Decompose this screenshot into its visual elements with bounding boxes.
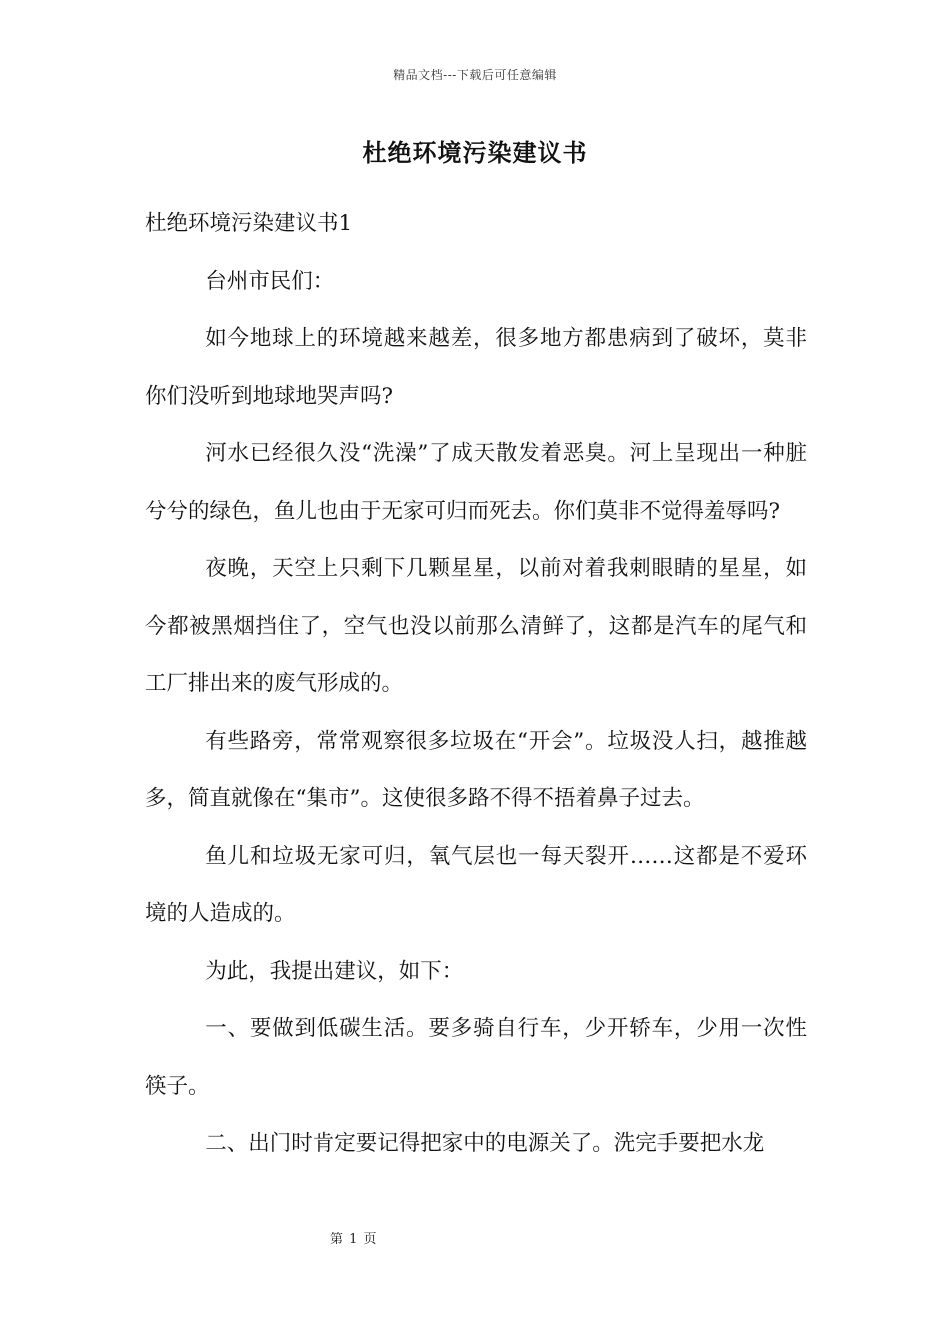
paragraph: 为此，我提出建议，如下： <box>205 958 464 984</box>
suggestion-item: 一、要做到低碳生活。要多骑自行车，少开轿车，少用一次性筷子。 <box>145 1016 807 1099</box>
page-header: 精品文档---下载后可任意编辑 <box>393 68 557 82</box>
paragraph: 河水已经很久没“洗澡”了成天散发着恶臭。河上呈现出一种脏兮兮的绿色，鱼儿也由于无家可归而死去。你们莫非不觉得羞辱吗? <box>145 441 807 524</box>
paragraph: 有些路旁，常常观察很多垃圾在“开会”。垃圾没人扫，越推越多，简直就像在“集市”。这使很多路不得不捂着鼻子过去。 <box>145 728 807 811</box>
section-heading: 杜绝环境污染建议书1 <box>145 211 353 236</box>
document-title: 杜绝环境污染建议书 <box>362 138 588 167</box>
document-body <box>145 195 807 1173</box>
suggestion-item: 二、出门时肯定要记得把家中的电源关了。洗完手要把水龙 <box>205 1131 765 1156</box>
paragraph: 如今地球上的环境越来越差，很多地方都患病到了破坏，莫非你们没听到地球地哭声吗? <box>145 326 807 409</box>
paragraph: 鱼儿和垃圾无家可归，氧气层也一每天裂开……这都是不爱环境的人造成的。 <box>145 843 807 926</box>
page-number: 第 1 页 <box>330 1232 378 1247</box>
paragraph: 夜晚，天空上只剩下几颗星星，以前对着我刺眼睛的星星，如今都被黑烟挡住了，空气也没以前那么清鲜了，这都是汽车的尾气和工厂排出来的废气形成的。 <box>145 556 807 696</box>
salutation: 台州市民们： <box>205 268 335 294</box>
